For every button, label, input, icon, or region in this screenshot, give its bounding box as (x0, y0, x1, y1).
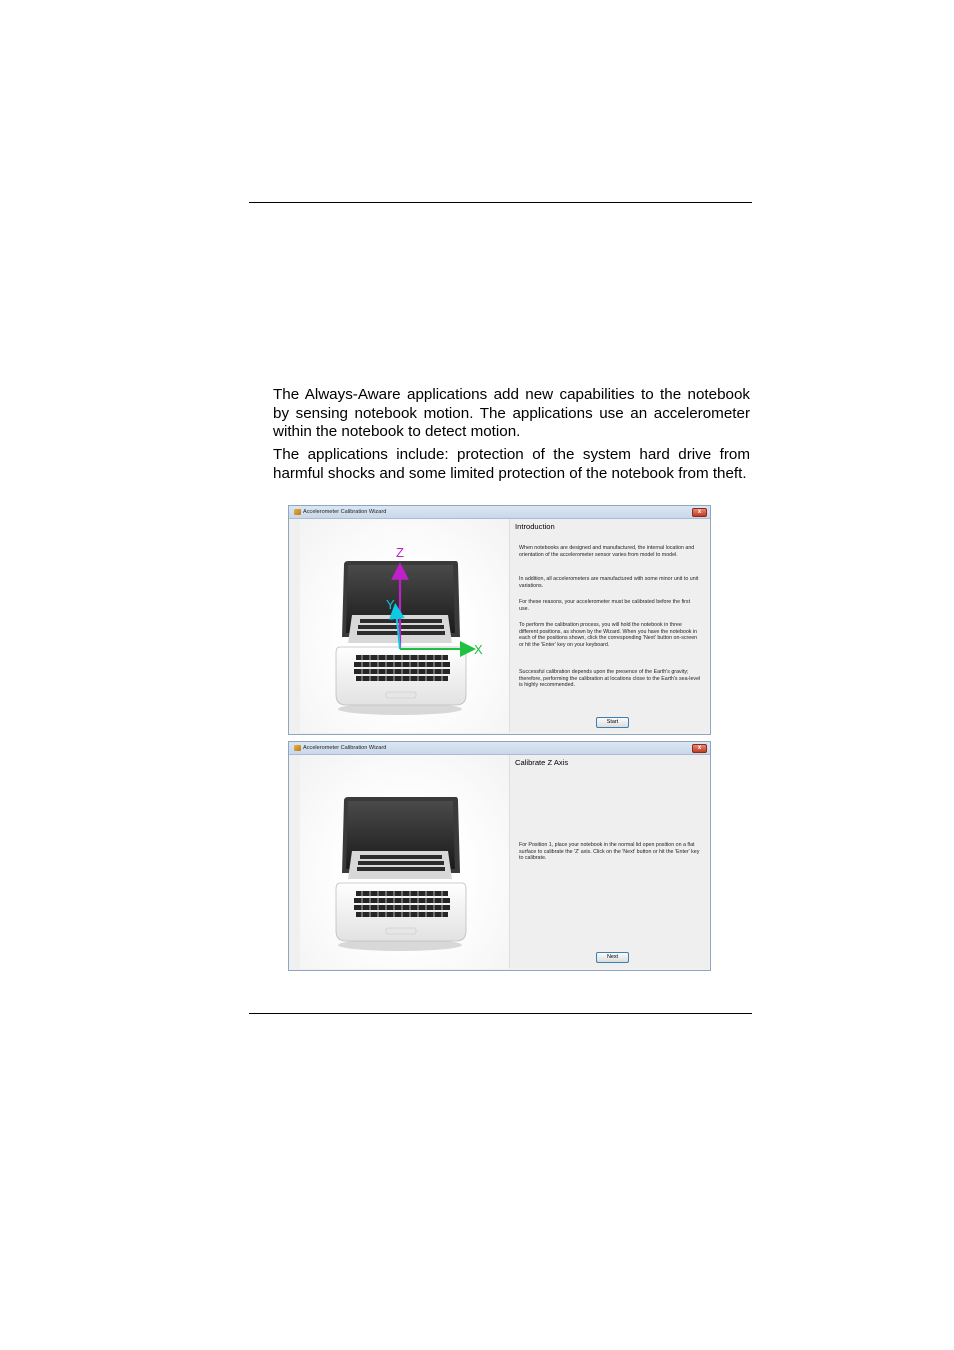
step-heading: Calibrate Z Axis (515, 758, 569, 767)
applications-paragraph: The applications include: protection of the system hard drive from harmful shocks and some limited protection of the notebook from theft. (273, 446, 750, 482)
notebook-illustration (300, 519, 509, 733)
app-icon (294, 509, 301, 515)
header-rule (249, 202, 752, 203)
close-button[interactable]: x (692, 744, 707, 753)
info-panel (509, 755, 708, 968)
laptop-image (300, 755, 509, 969)
title-bar (289, 742, 710, 755)
info-paragraph: When notebooks are designed and manufactured, the internal location and orientation of the accelerometer sensor varies from model to model. (519, 545, 695, 558)
close-button[interactable]: x (692, 508, 707, 517)
info-paragraph: In addition, all accelerometers are manufactured with some minor unit to unit variations. (519, 576, 699, 589)
calibration-wizard-window-introduction (288, 505, 711, 735)
calibration-wizard-window-z-axis (288, 741, 711, 971)
info-paragraph: For these reasons, your accelerometer must be calibrated before the first use. (519, 599, 691, 612)
title-bar (289, 506, 710, 519)
next-button[interactable]: Next (596, 952, 629, 963)
info-paragraph: Successful calibration depends upon the presence of the Earth's gravity; therefore, performing the calibration at locations close to the Earth's sea-level is highly recommended. (519, 669, 701, 688)
z-axis-label: Z (396, 545, 404, 560)
info-paragraph: For Position 1, place your notebook in the normal lid open position on a flat surface to calibrate the 'Z' axis. Click on the 'Next' button or hit the 'Enter' key to calibrate. (519, 842, 700, 861)
start-button[interactable]: Start (596, 717, 629, 728)
intro-paragraph: The Always-Aware applications add new capabilities to the notebook by sensing notebook motion. The applications use an accelerometer within the notebook to detect motion. (273, 386, 750, 441)
window-title: Accelerometer Calibration Wizard (303, 509, 387, 515)
app-icon (294, 745, 301, 751)
step-heading: Introduction (515, 522, 555, 531)
window-title: Accelerometer Calibration Wizard (303, 745, 387, 751)
x-axis-label: X (474, 642, 483, 657)
laptop-with-axes-image (300, 519, 509, 733)
notebook-illustration (300, 755, 509, 969)
info-panel (509, 519, 708, 732)
info-paragraph: To perform the calibration process, you will hold the notebook in three different positions, as shown by the Wizard. When you have the notebook in each of the positions shown, click the corresponding 'Next' button on-screen or hit the 'Enter' key on your keyboard. (519, 622, 698, 648)
footer-rule (249, 1013, 752, 1014)
y-axis-label: Y (386, 597, 395, 612)
